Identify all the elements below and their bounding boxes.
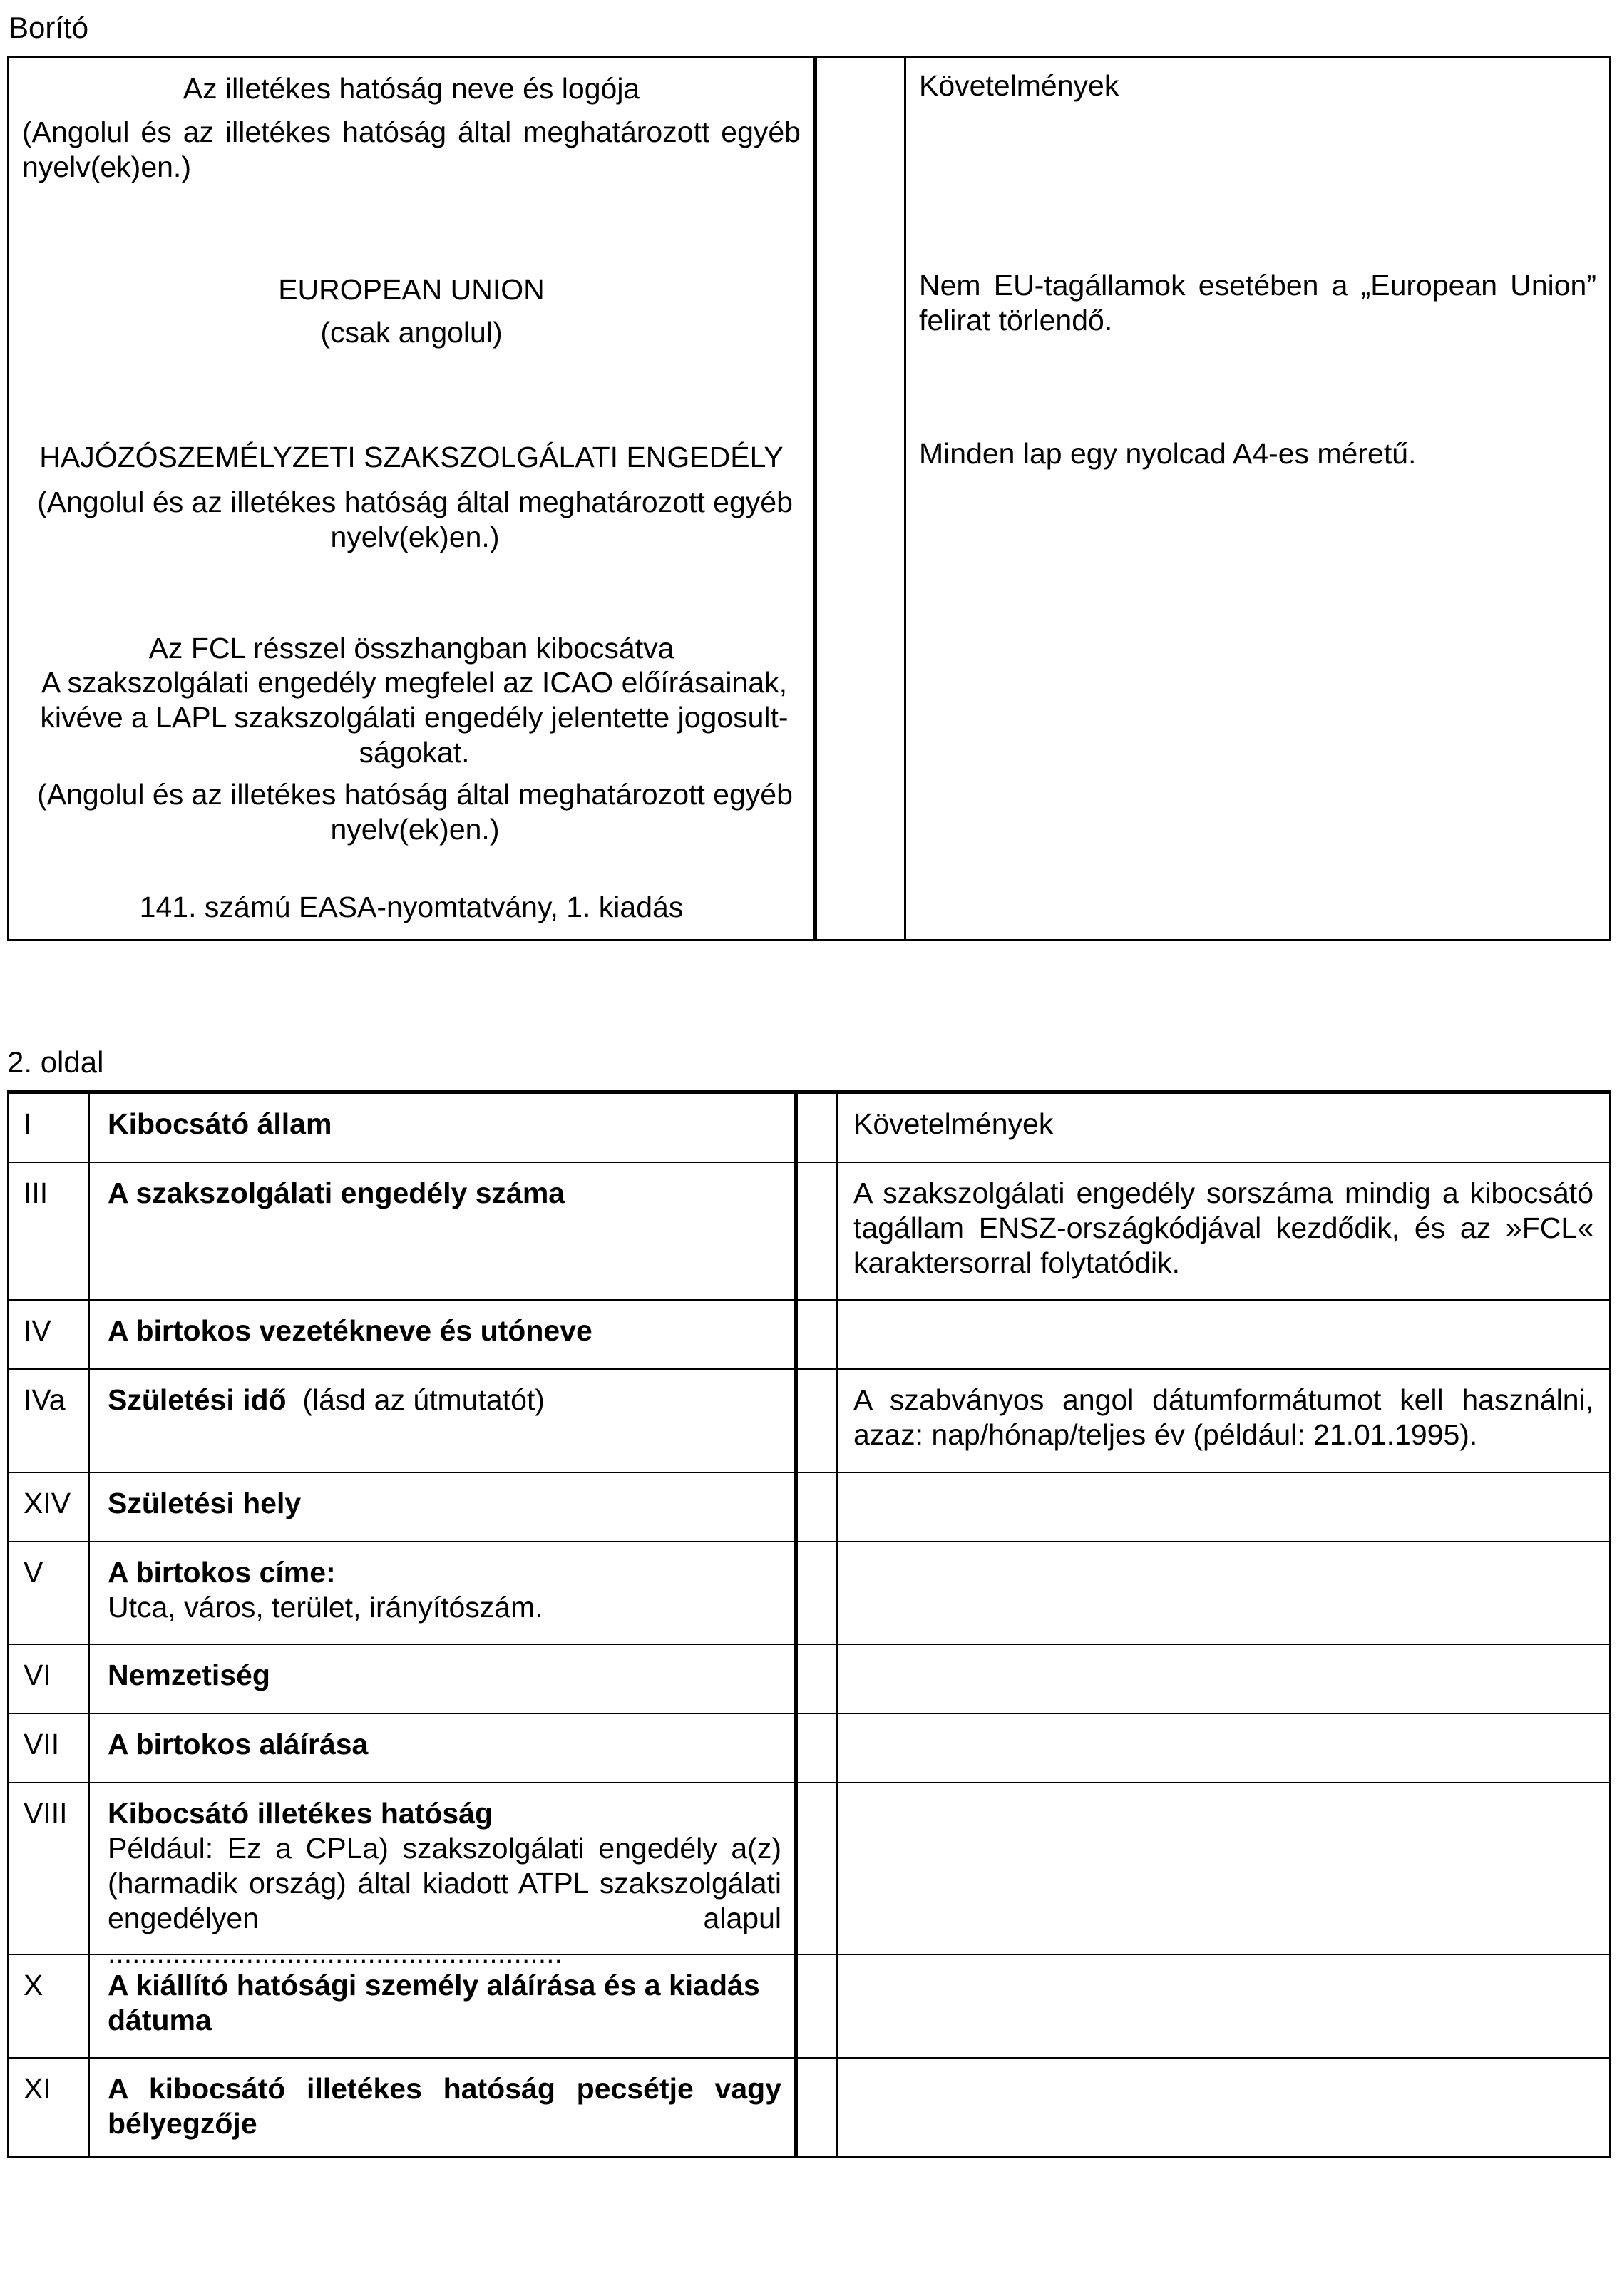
row-number: IVa: [24, 1383, 66, 1416]
table-row: [9, 1954, 1609, 2059]
table-row: [9, 2057, 1609, 2161]
row-requirement: A szakszolgálati engedély sorszáma mindig a kibocsátó tagállam ENSZ-országkódjával kezdődik, és az »FCL« karaktersorral folytatódik.: [853, 1177, 1593, 1279]
row-label: A kibocsátó illetékes hatóság pecsétje vagy bélyegzője: [108, 2072, 781, 2140]
row-number: V: [24, 1556, 43, 1589]
row-requirement: Követelmények: [853, 1107, 1054, 1140]
row-number: VII: [24, 1728, 60, 1761]
row-number: VIII: [24, 1797, 68, 1830]
row-number: IV: [24, 1314, 51, 1347]
row-sublabel: Utca, város, terület, irányítószám.: [108, 1591, 543, 1624]
english-only-note: (csak angolul): [320, 316, 503, 349]
page2-table: [7, 1090, 1611, 2158]
non-eu-requirement: Nem EU-tagállamok esetében a „European Union” felirat törlendő.: [919, 269, 1596, 337]
row-label: Kibocsátó állam: [108, 1107, 332, 1140]
issued-under-fcl: Az FCL résszel összhangban kibocsátva: [148, 632, 674, 665]
row-number: I: [24, 1107, 32, 1140]
row-label: Kibocsátó illetékes hatóság Például: Ez a CPLa) szakszolgálati engedély a(z) (harmadik ország) által kiadott ATPL szakszolgálati engedélyen alapul ........................................................: [108, 1797, 781, 1969]
row-label: A birtokos vezetékneve és utóneve: [108, 1314, 592, 1347]
row-number: III: [24, 1177, 48, 1209]
table-row: [9, 1368, 1609, 1473]
language-note-2: (Angolul és az illetékes hatóság által meghatározott egyéb nyelv(ek)en.): [37, 486, 793, 553]
table-row: [9, 1713, 1609, 1783]
row-sublabel: Például: Ez a CPLa) szakszolgálati engedély a(z) (harmadik ország) által kiadott ATPL szakszolgálati engedélyen alapul ........................................................: [108, 1832, 781, 1969]
table-row: [9, 1092, 1609, 1163]
cover-heading: Borító: [9, 11, 89, 44]
page-size-requirement: Minden lap egy nyolcad A4-es méretű.: [919, 437, 1417, 470]
cover-right-column: [906, 58, 1609, 939]
european-union-label: EUROPEAN UNION: [278, 273, 545, 306]
table-row: [9, 1644, 1609, 1714]
row-label: Nemzetiség: [108, 1659, 270, 1691]
table-row: [9, 1472, 1609, 1542]
row-number: XI: [24, 2072, 51, 2105]
row-label: A birtokos címe: Utca, város, terület, irányítószám.: [108, 1556, 543, 1624]
row-label: A birtokos aláírása: [108, 1728, 369, 1761]
table-row: [9, 1299, 1609, 1370]
language-note-3: (Angolul és az illetékes hatóság által meghatározott egyéb nyelv(ek)en.): [37, 778, 793, 846]
requirements-heading: Követelmények: [919, 69, 1119, 102]
row-sublabel: (lásd az útmutatót): [302, 1383, 545, 1416]
cover-left-column: [9, 58, 817, 939]
form-identifier: 141. számú EASA-nyomtatvány, 1. kiadás: [139, 891, 684, 923]
row-number: VI: [24, 1659, 51, 1691]
licence-title: HAJÓZÓSZEMÉLYZETI SZAKSZOLGÁLATI ENGEDÉLY: [39, 441, 784, 473]
cover-gap-column: [817, 58, 906, 939]
row-label: A szakszolgálati engedély száma: [108, 1177, 565, 1209]
language-note-1: (Angolul és az illetékes hatóság által meghatározott egyéb nyelv(ek)en.): [22, 116, 801, 183]
row-number: X: [24, 1969, 43, 2002]
icao-compliance-text: A szakszolgálati engedély megfelel az ICAO előírásainak, kivéve a LAPL szakszolgálati engedély jelentette jogosult-ságokat.: [40, 666, 789, 769]
table-row: [9, 1541, 1609, 1645]
row-label: A kiállító hatósági személy aláírása és a kiadás dátuma: [108, 1969, 760, 2036]
row-label: Születési idő (lásd az útmutatót): [108, 1383, 545, 1416]
page2-heading: 2. oldal: [7, 1045, 104, 1079]
row-requirement: A szabványos angol dátumformátumot kell használni, azaz: nap/hónap/teljes év (például: 21.01.1995).: [853, 1383, 1593, 1451]
table-row: [9, 1162, 1609, 1301]
cover-table: [7, 56, 1611, 941]
authority-name-label: Az illetékes hatóság neve és logója: [183, 72, 640, 105]
table-row: [9, 1782, 1609, 1969]
row-number: XIV: [24, 1487, 71, 1519]
row-label: Születési hely: [108, 1487, 302, 1519]
